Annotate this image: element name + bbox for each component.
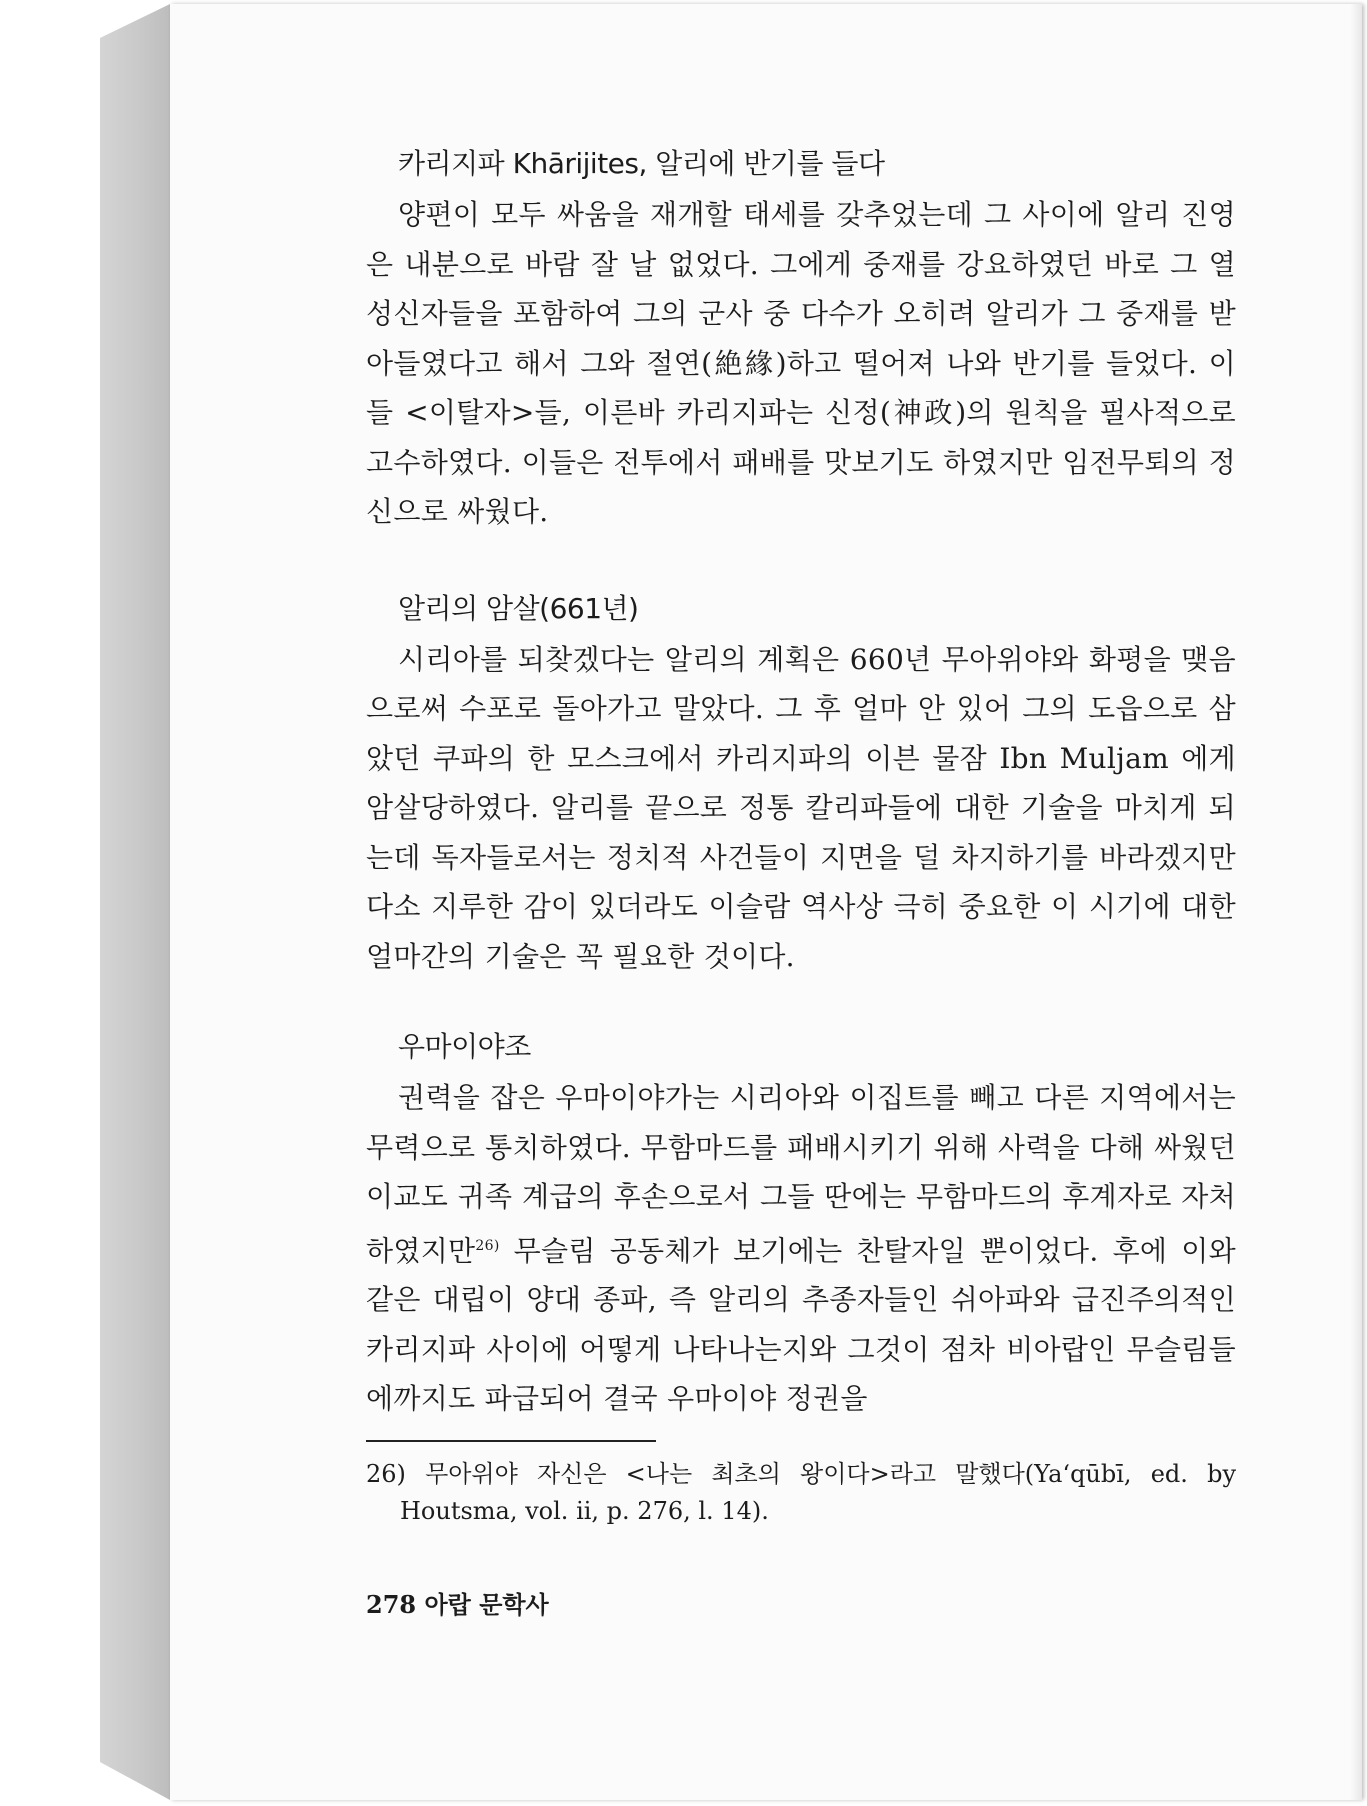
footnote: 26) 무아위야 자신은 <나는 최초의 왕이다>라고 말했다(Ya‘qūbī, ed. by Houtsma, vol. ii, p. 276, l. 14). [366, 1459, 1236, 1525]
page-edge-shadow [1350, 4, 1362, 1800]
book-title: 아랍 문학사 [424, 1589, 549, 1619]
paragraph-text-before-note: 권력을 잡은 우마이야가는 시리아와 이집트를 빼고 다른 지역에서는 무력으로 통치하였다. 무함마드를 패배시키기 위해 사력을 다해 싸웠던 이교도 귀족 계급의 후손으로서 그들 딴에는 무함마드의 후계자로 자처하였지만 [366, 1081, 1236, 1267]
section-paragraph: 시리아를 되찾겠다는 알리의 계획은 660년 무아위야와 화평을 맺음으로써 수포로 돌아가고 말았다. 그 후 얼마 안 있어 그의 도읍으로 삼았던 쿠파의 한 모스크에서 카리지파의 이븐 물잠 Ibn Muljam 에게 암살당하였다. 알리를 끝으로 정통 칼리파들에 대한 기술을 마치게 되는데 독자들로서는 정치적 사건들이 지면을 덜 차지하기를 바라겠지만 다소 지루한 감이 있더라도 이슬람 역사상 극히 중요한 이 시기에 대한 얼마간의 기술은 꼭 필요한 것이다. [366, 642, 1236, 973]
footnote-reference: 26) [475, 1237, 500, 1254]
page-footer [366, 1590, 1236, 1620]
section-heading: 카리지파 Khārijites, 알리에 반기를 들다 [398, 147, 885, 180]
book-spine [100, 4, 170, 1800]
page-number: 278 [366, 1589, 417, 1619]
section-ali-assassination [366, 589, 1236, 982]
footnote-divider [366, 1440, 656, 1442]
paragraph-text-after-note: 무슬림 공동체가 보기에는 찬탈자일 뿐이었다. 후에 이와 같은 대립이 양대 종파, 즉 알리의 추종자들인 쉬아파와 급진주의적인 카리지파 사이에 어떻게 나타나는지와 그것이 점차 비아랍인 무슬림들에까지도 파급되어 결국 우마이야 정권을 [366, 1233, 1236, 1416]
section-heading: 알리의 암살(661년) [398, 591, 639, 625]
section-kharijites [366, 144, 1236, 537]
section-heading: 우마이야조 [398, 1030, 531, 1063]
section-paragraph: 양편이 모두 싸움을 재개할 태세를 갖추었는데 그 사이에 알리 진영은 내분으로 바람 잘 날 없었다. 그에게 중재를 강요하였던 바로 그 열성신자들을 포함하여 그의 군사 중 다수가 오히려 알리가 그 중재를 받아들였다고 해서 그와 절연(絶緣)하고 떨어져 나와 반기를 들었다. 이들 <이탈자>들, 이른바 카리지파는 신정(神政)의 원칙을 필사적으로 고수하였다. 이들은 전투에서 패배를 맛보기도 하였지만 임전무퇴의 정신으로 싸웠다. [366, 198, 1236, 528]
section-paragraph [366, 1073, 1236, 1424]
section-umayyad [366, 1027, 1236, 1424]
page-content [366, 144, 1236, 1620]
book-page [170, 4, 1362, 1800]
